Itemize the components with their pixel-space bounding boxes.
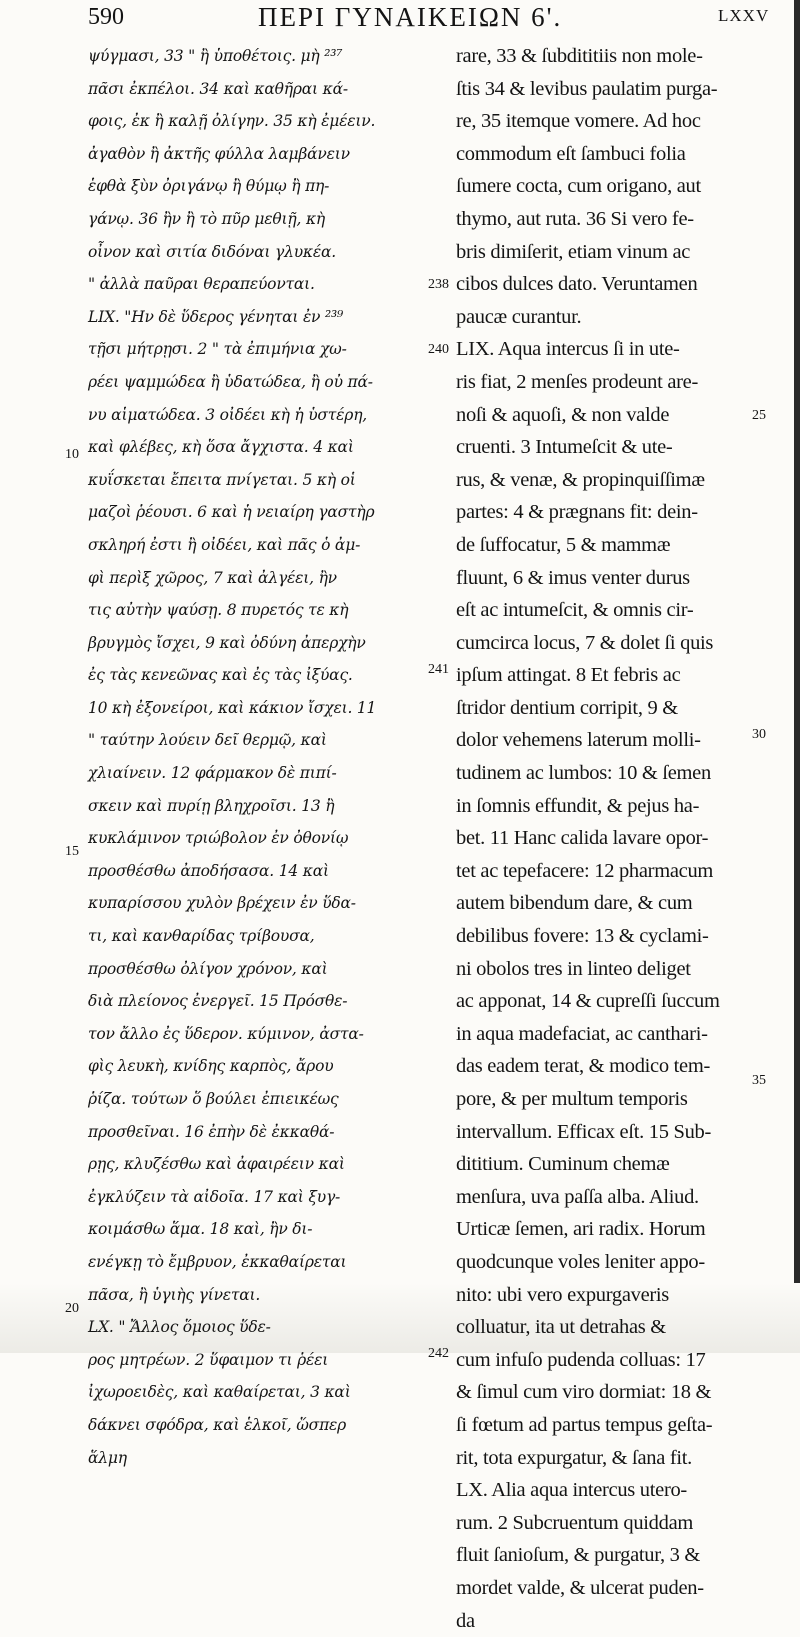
greek-column	[88, 40, 428, 1474]
latin-text-line: cumcirca locus, 7 & dolet ſi quis	[456, 627, 788, 660]
margin-number: 20	[65, 1301, 79, 1317]
greek-text-line: πᾶσι ἐκπέλοι. 34 καὶ καθῆραι κά-	[88, 73, 428, 106]
latin-text-line: autem bibendum dare, & cum	[456, 887, 788, 920]
latin-text-line: tudinem ac lumbos: 10 & ſemen	[456, 757, 788, 790]
latin-text-line: ſumere cocta, cum origano, aut	[456, 170, 788, 203]
latin-text-line: colluatur, ita ut detrahas &	[456, 1311, 788, 1344]
latin-text-line: eſt ac intumeſcit, & omnis cir-	[456, 594, 788, 627]
latin-text-line: LIX. Aqua intercus ſi in ute-	[456, 333, 788, 366]
greek-text-line: σκληρή ἐστι ἢ οἰδέει, καὶ πᾶς ὁ ἀμ-	[88, 529, 428, 562]
latin-text-line: Urticæ ſemen, ari radix. Horum	[456, 1213, 788, 1246]
greek-text-line: " ταύτην λούειν δεῖ θερμῷ, καὶ	[88, 724, 428, 757]
page-edge-shadow	[794, 0, 800, 1353]
latin-text-line: rum. 2 Subcruentum quiddam	[456, 1507, 788, 1540]
margin-number: 25	[752, 408, 766, 424]
page-number: 590	[88, 4, 124, 31]
latin-text-line: bris dimiſerit, etiam vinum ac	[456, 236, 788, 269]
latin-text-line: tet ac tepefacere: 12 pharmacum	[456, 855, 788, 888]
latin-text-line: mordet valde, & ulcerat puden-	[456, 1572, 788, 1605]
latin-text-line: re, 35 itemque vomere. Ad hoc	[456, 105, 788, 138]
latin-text-line: da	[456, 1605, 788, 1637]
latin-text-line: de ſuffocatur, 5 & mammæ	[456, 529, 788, 562]
latin-text-line: ipſum attingat. 8 Et febris ac	[456, 659, 788, 692]
folio-numeral: LXXV	[718, 6, 769, 26]
latin-text-line: fluunt, 6 & imus venter durus	[456, 562, 788, 595]
greek-text-line: 10 κὴ ἐξονείροι, καὶ κάκιον ἴσχει. 11	[88, 692, 428, 725]
greek-text-line: κυκλάμινον τριώβολον ἐν ὀθονίῳ	[88, 822, 428, 855]
latin-text-line: LX. Alia aqua intercus utero-	[456, 1474, 788, 1507]
margin-number: 240	[428, 342, 449, 358]
latin-text-line: & ſimul cum viro dormiat: 18 &	[456, 1376, 788, 1409]
greek-text-line: ενέγκῃ τὸ ἔμβρυον, ἐκκαθαίρεται	[88, 1246, 428, 1279]
greek-text-line: τῇσι μήτρῃσι. 2 " τὰ ἐπιμήνια χω-	[88, 333, 428, 366]
greek-text-line: νυ αἱματώδεα. 3 οἰδέει κὴ ἡ ὑστέρη,	[88, 399, 428, 432]
latin-text-line: ſtis 34 & levibus paulatim purga-	[456, 73, 788, 106]
greek-text-line: ρος μητρέων. 2 ὕφαιμον τι ῥέει	[88, 1344, 428, 1377]
latin-text-line: ſtridor dentium corripit, 9 &	[456, 692, 788, 725]
latin-text-line: paucæ curantur.	[456, 301, 788, 334]
latin-text-line: in ſomnis effundit, & pejus ha-	[456, 790, 788, 823]
greek-text-line: τις αὐτὴν ψαύσῃ. 8 πυρετός τε κὴ	[88, 594, 428, 627]
latin-text-line: ris fiat, 2 menſes prodeunt are-	[456, 366, 788, 399]
greek-text-line: κοιμάσθω ἅμα. 18 καὶ, ἢν δι-	[88, 1213, 428, 1246]
greek-text-line: οἶνον καὶ σιτία διδόναι γλυκέα.	[88, 236, 428, 269]
greek-text-line: ῥίζα. τούτων ὅ βούλει ἐπιεικέως	[88, 1083, 428, 1116]
latin-text-line: cibos dulces dato. Veruntamen	[456, 268, 788, 301]
greek-text-line: ἑφθὰ ξὺν ὀριγάνῳ ἢ θύμῳ ἢ πη-	[88, 170, 428, 203]
latin-text-line: commodum eſt ſambuci folia	[456, 138, 788, 171]
latin-text-line: quodcunque voles leniter appo-	[456, 1246, 788, 1279]
latin-text-line: in aqua madefaciat, ac canthari-	[456, 1018, 788, 1051]
latin-text-line: debilibus fovere: 13 & cyclami-	[456, 920, 788, 953]
greek-text-line: " ἀλλὰ παῦραι θεραπεύονται.	[88, 268, 428, 301]
greek-text-line: φοις, ἐκ ἢ καλῇ ὀλίγην. 35 κὴ ἐμέειν.	[88, 105, 428, 138]
latin-text-line: bet. 11 Hanc calida lavare opor-	[456, 822, 788, 855]
greek-text-line: φὶ περὶξ χῶρος, 7 καὶ ἀλγέει, ἢν	[88, 562, 428, 595]
greek-text-line: βρυγμὸς ἴσχει, 9 καὶ ὀδύνη ἀπερχὴν	[88, 627, 428, 660]
latin-text-line: dolor vehemens laterum molli-	[456, 724, 788, 757]
greek-text-line: γάνῳ. 36 ἢν ἢ τὸ πῦρ μεθιῇ, κὴ	[88, 203, 428, 236]
greek-text-line: προσθεῖναι. 16 ἐπὴν δὲ ἐκκαθά-	[88, 1116, 428, 1149]
latin-text-line: menſura, uva paſſa alba. Aliud.	[456, 1181, 788, 1214]
greek-text-line: LIX. "Ην δὲ ὕδερος γένηται ἐν ²³⁹	[88, 301, 428, 334]
latin-text-line: intervallum. Efficax eſt. 15 Sub-	[456, 1116, 788, 1149]
latin-text-line: pore, & per multum temporis	[456, 1083, 788, 1116]
greek-text-line: πᾶσα, ἢ ὑγιὴς γίνεται.	[88, 1279, 428, 1312]
greek-text-line: τι, καὶ κανθαρίδας τρίβουσα,	[88, 920, 428, 953]
greek-text-line: ἀγαθὸν ἢ ἀκτῆς φύλλα λαμβάνειν	[88, 138, 428, 171]
latin-text-line: partes: 4 & prægnans fit: dein-	[456, 496, 788, 529]
latin-text-line: thymo, aut ruta. 36 Si vero fe-	[456, 203, 788, 236]
greek-text-line: προσθέσθω ἀποδήσασα. 14 καὶ	[88, 855, 428, 888]
margin-number: 30	[752, 727, 766, 743]
margin-number: 238	[428, 277, 449, 293]
greek-text-line: ρέει ψαμμώδεα ἢ ὑδατώδεα, ἢ οὐ πά-	[88, 366, 428, 399]
greek-text-line: φὶς λευκὴ, κνίδης καρπὸς, ἄρου	[88, 1050, 428, 1083]
greek-text-line: προσθέσθω ὀλίγον χρόνον, καὶ	[88, 953, 428, 986]
greek-text-line: ἅλμη	[88, 1442, 428, 1475]
latin-text-line: dititium. Cuminum chemæ	[456, 1148, 788, 1181]
greek-text-line: κυΐσκεται ἔπειτα πνίγεται. 5 κὴ οἱ	[88, 464, 428, 497]
latin-text-line: rus, & venæ, & propinquiſſimæ	[456, 464, 788, 497]
latin-column	[456, 40, 788, 1637]
margin-number: 35	[752, 1073, 766, 1089]
latin-text-line: rit, tota expurgatur, & ſana fit.	[456, 1442, 788, 1475]
greek-text-line: διὰ πλείονος ἐνεργεῖ. 15 Πρόσθε-	[88, 985, 428, 1018]
greek-text-line: κυπαρίσσου χυλὸν βρέχειν ἐν ὕδα-	[88, 887, 428, 920]
running-header	[88, 2, 788, 36]
latin-text-line: noſi & aquoſi, & non valde	[456, 399, 788, 432]
greek-text-line: ἐγκλύζειν τὰ αἰδοῖα. 17 καὶ ξυγ-	[88, 1181, 428, 1214]
greek-text-line: δάκνει σφόδρα, καὶ ἑλκοῖ, ὥσπερ	[88, 1409, 428, 1442]
margin-number: 15	[65, 844, 79, 860]
greek-text-line: τον ἄλλο ἐς ὕδερον. κύμινον, ἀστα-	[88, 1018, 428, 1051]
greek-text-line: ἐς τὰς κενεῶνας καὶ ἐς τὰς ἰξύας.	[88, 659, 428, 692]
latin-text-line: nito: ubi vero expurgaveris	[456, 1279, 788, 1312]
latin-text-line: cruenti. 3 Intumeſcit & ute-	[456, 431, 788, 464]
margin-number: 242	[428, 1346, 449, 1362]
margin-number: 241	[428, 662, 449, 678]
latin-text-line: ac apponat, 14 & cupreſſi ſuccum	[456, 985, 788, 1018]
latin-text-line: fluit ſanioſum, & purgatur, 3 &	[456, 1539, 788, 1572]
margin-number: 10	[65, 447, 79, 463]
latin-text-line: cum infuſo pudenda colluas: 17	[456, 1344, 788, 1377]
greek-text-line: ἰχωροειδὲς, καὶ καθαίρεται, 3 καὶ	[88, 1376, 428, 1409]
greek-text-line: καὶ φλέβες, κὴ ὅσα ἄγχιστα. 4 καὶ	[88, 431, 428, 464]
latin-text-line: ſi fœtum ad partus tempus geſta-	[456, 1409, 788, 1442]
greek-text-line: μαζοὶ ῥέουσι. 6 καὶ ἡ νειαίρη γαστὴρ	[88, 496, 428, 529]
latin-text-line: ni obolos tres in linteo deliget	[456, 953, 788, 986]
running-title: ΠΕΡΙ ΓΥΝΑΙΚΕΙΩΝ 6'.	[258, 2, 562, 33]
latin-text-line: rare, 33 & ſubdititiis non mole-	[456, 40, 788, 73]
latin-text-line: das eadem terat, & modico tem-	[456, 1050, 788, 1083]
greek-text-line: χλιαίνειν. 12 φάρμακον δὲ πιπί-	[88, 757, 428, 790]
greek-text-line: σκειν καὶ πυρίῃ βληχροῖσι. 13 ἢ	[88, 790, 428, 823]
greek-text-line: ρῃς, κλυζέσθω καὶ ἀφαιρέειν καὶ	[88, 1148, 428, 1181]
greek-text-line: LX. " Ἄλλος ὅμοιος ὕδε-	[88, 1311, 428, 1344]
greek-text-line: ψύγμασι, 33 " ἢ ὑποθέτοις. μὴ ²³⁷	[88, 40, 428, 73]
